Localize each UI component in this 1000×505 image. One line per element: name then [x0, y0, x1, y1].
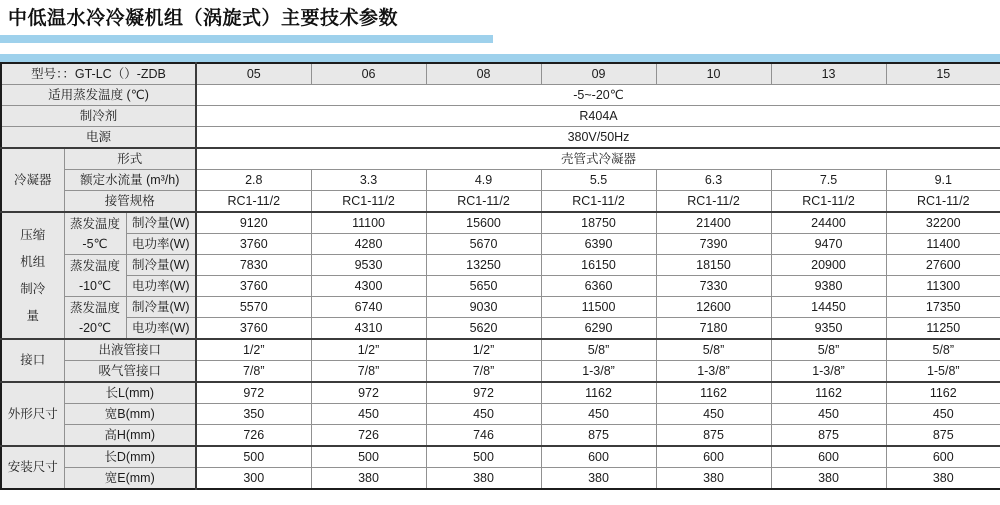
table-row — [1, 212, 1000, 234]
value-cell: RC1-11/2 — [886, 191, 1000, 213]
label-cell: 制冷量(W) — [126, 212, 196, 234]
label-cell: 压缩 机组 制冷 量 — [1, 212, 64, 339]
value-cell: 13250 — [426, 255, 541, 276]
value-cell: 3760 — [196, 276, 311, 297]
value-cell: 壳管式冷凝器 — [196, 148, 1000, 170]
value-cell: 450 — [426, 404, 541, 425]
value-cell: 380 — [656, 468, 771, 490]
value-cell: 9470 — [771, 234, 886, 255]
value-cell: 380 — [311, 468, 426, 490]
value-cell: 9350 — [771, 318, 886, 340]
value-cell: 450 — [541, 404, 656, 425]
table-row — [1, 127, 1000, 149]
label-cell: 形式 — [64, 148, 196, 170]
value-cell: 27600 — [886, 255, 1000, 276]
label-cell: 外形尺寸 — [1, 382, 64, 446]
value-cell: 380V/50Hz — [196, 127, 1000, 149]
label-cell: 长D(mm) — [64, 446, 196, 468]
value-cell: 5650 — [426, 276, 541, 297]
label-cell: 接管规格 — [64, 191, 196, 213]
value-cell: 875 — [886, 425, 1000, 447]
value-cell: 11300 — [886, 276, 1000, 297]
value-cell: RC1-11/2 — [771, 191, 886, 213]
value-cell: 7/8” — [196, 361, 311, 383]
table-row — [1, 170, 1000, 191]
value-cell: 380 — [541, 468, 656, 490]
model-header-cell: 13 — [771, 63, 886, 85]
table-row — [1, 85, 1000, 106]
value-cell: 5570 — [196, 297, 311, 318]
value-cell: 6360 — [541, 276, 656, 297]
table-row — [1, 148, 1000, 170]
table-row — [1, 446, 1000, 468]
value-cell: 9380 — [771, 276, 886, 297]
table-row — [1, 297, 1000, 318]
label-cell: 电源 — [1, 127, 196, 149]
value-cell: 9120 — [196, 212, 311, 234]
value-cell: 2.8 — [196, 170, 311, 191]
value-cell: 1-3/8” — [771, 361, 886, 383]
value-cell: 380 — [771, 468, 886, 490]
label-cell: 制冷剂 — [1, 106, 196, 127]
value-cell: 7830 — [196, 255, 311, 276]
value-cell: 12600 — [656, 297, 771, 318]
value-cell: 450 — [886, 404, 1000, 425]
label-cell: 安装尺寸 — [1, 446, 64, 489]
value-cell: 7180 — [656, 318, 771, 340]
value-cell: 6740 — [311, 297, 426, 318]
value-cell: 6390 — [541, 234, 656, 255]
label-cell: 电功率(W) — [126, 234, 196, 255]
label-cell: 宽B(mm) — [64, 404, 196, 425]
spec-table-body — [1, 63, 1000, 489]
value-cell: 7390 — [656, 234, 771, 255]
value-cell: 6290 — [541, 318, 656, 340]
label-cell: 蒸发温度 -5℃ — [64, 212, 126, 255]
table-row — [1, 425, 1000, 447]
value-cell: 380 — [886, 468, 1000, 490]
accent-bar-title — [0, 35, 493, 43]
value-cell: 1/2” — [196, 339, 311, 361]
label-cell: 蒸发温度 -10℃ — [64, 255, 126, 297]
value-cell: 726 — [196, 425, 311, 447]
label-cell: 电功率(W) — [126, 276, 196, 297]
model-header-cell: 05 — [196, 63, 311, 85]
value-cell: 746 — [426, 425, 541, 447]
value-cell: 7.5 — [771, 170, 886, 191]
value-cell: 600 — [541, 446, 656, 468]
page-title: 中低温水冷冷凝机组（涡旋式）主要技术参数 — [8, 8, 399, 29]
value-cell: 500 — [426, 446, 541, 468]
value-cell: 11400 — [886, 234, 1000, 255]
value-cell: 9530 — [311, 255, 426, 276]
label-cell: 适用蒸发温度 (℃) — [1, 85, 196, 106]
table-row — [1, 106, 1000, 127]
model-header-cell: 06 — [311, 63, 426, 85]
label-cell: 吸气管接口 — [64, 361, 196, 383]
value-cell: 14450 — [771, 297, 886, 318]
label-cell: 接口 — [1, 339, 64, 382]
accent-bar-table-top — [0, 54, 1000, 62]
table-row — [1, 404, 1000, 425]
value-cell: RC1-11/2 — [196, 191, 311, 213]
value-cell: 18750 — [541, 212, 656, 234]
value-cell: RC1-11/2 — [656, 191, 771, 213]
label-cell: 长L(mm) — [64, 382, 196, 404]
value-cell: 300 — [196, 468, 311, 490]
table-row — [1, 361, 1000, 383]
value-cell: 1/2” — [426, 339, 541, 361]
value-cell: 4280 — [311, 234, 426, 255]
value-cell: 600 — [886, 446, 1000, 468]
value-cell: RC1-11/2 — [311, 191, 426, 213]
label-cell: 蒸发温度 -20℃ — [64, 297, 126, 340]
value-cell: 1162 — [771, 382, 886, 404]
value-cell: 20900 — [771, 255, 886, 276]
value-cell: 7/8” — [311, 361, 426, 383]
value-cell: 875 — [541, 425, 656, 447]
value-cell: 5/8” — [541, 339, 656, 361]
value-cell: 15600 — [426, 212, 541, 234]
value-cell: 500 — [311, 446, 426, 468]
spec-table — [0, 62, 1000, 490]
value-cell: 3760 — [196, 318, 311, 340]
value-cell: 1162 — [886, 382, 1000, 404]
value-cell: 32200 — [886, 212, 1000, 234]
value-cell: 5.5 — [541, 170, 656, 191]
value-cell: 3760 — [196, 234, 311, 255]
value-cell: 7330 — [656, 276, 771, 297]
table-row — [1, 339, 1000, 361]
value-cell: 450 — [771, 404, 886, 425]
value-cell: 17350 — [886, 297, 1000, 318]
value-cell: 5/8” — [656, 339, 771, 361]
model-header-cell: 15 — [886, 63, 1000, 85]
value-cell: -5~-20℃ — [196, 85, 1000, 106]
value-cell: 875 — [771, 425, 886, 447]
label-cell: 额定水流量 (m³/h) — [64, 170, 196, 191]
value-cell: 11100 — [311, 212, 426, 234]
value-cell: 1/2” — [311, 339, 426, 361]
label-cell: 出液管接口 — [64, 339, 196, 361]
value-cell: 11250 — [886, 318, 1000, 340]
value-cell: 18150 — [656, 255, 771, 276]
value-cell: 972 — [196, 382, 311, 404]
value-cell: 4310 — [311, 318, 426, 340]
value-cell: 350 — [196, 404, 311, 425]
value-cell: 9.1 — [886, 170, 1000, 191]
value-cell: 600 — [771, 446, 886, 468]
value-cell: 21400 — [656, 212, 771, 234]
label-cell: 高H(mm) — [64, 425, 196, 447]
value-cell: 1-5/8” — [886, 361, 1000, 383]
value-cell: 1162 — [656, 382, 771, 404]
value-cell: 972 — [426, 382, 541, 404]
value-cell: 5620 — [426, 318, 541, 340]
model-header-cell: 10 — [656, 63, 771, 85]
value-cell: 450 — [656, 404, 771, 425]
label-cell: 制冷量(W) — [126, 297, 196, 318]
table-row — [1, 468, 1000, 490]
value-cell: 6.3 — [656, 170, 771, 191]
value-cell: 500 — [196, 446, 311, 468]
table-row — [1, 191, 1000, 213]
value-cell: 4.9 — [426, 170, 541, 191]
table-row — [1, 382, 1000, 404]
table-row — [1, 234, 1000, 255]
value-cell: 5670 — [426, 234, 541, 255]
value-cell: 380 — [426, 468, 541, 490]
label-cell: 宽E(mm) — [64, 468, 196, 490]
value-cell: 11500 — [541, 297, 656, 318]
value-cell: 1162 — [541, 382, 656, 404]
table-row — [1, 318, 1000, 340]
value-cell: 16150 — [541, 255, 656, 276]
value-cell: 9030 — [426, 297, 541, 318]
model-header-cell: 08 — [426, 63, 541, 85]
model-header-cell: 09 — [541, 63, 656, 85]
label-cell: 电功率(W) — [126, 318, 196, 340]
table-row — [1, 255, 1000, 276]
value-cell: 5/8” — [886, 339, 1000, 361]
label-cell: 冷凝器 — [1, 148, 64, 212]
value-cell: 600 — [656, 446, 771, 468]
value-cell: 972 — [311, 382, 426, 404]
value-cell: 24400 — [771, 212, 886, 234]
table-row — [1, 276, 1000, 297]
value-cell: 3.3 — [311, 170, 426, 191]
value-cell: 7/8” — [426, 361, 541, 383]
value-cell: RC1-11/2 — [541, 191, 656, 213]
table-header-row — [1, 63, 1000, 85]
value-cell: 450 — [311, 404, 426, 425]
value-cell: 875 — [656, 425, 771, 447]
value-cell: 1-3/8” — [541, 361, 656, 383]
value-cell: 4300 — [311, 276, 426, 297]
value-cell: 1-3/8” — [656, 361, 771, 383]
value-cell: 5/8” — [771, 339, 886, 361]
label-cell: 制冷量(W) — [126, 255, 196, 276]
value-cell: R404A — [196, 106, 1000, 127]
value-cell: 726 — [311, 425, 426, 447]
value-cell: RC1-11/2 — [426, 191, 541, 213]
model-label-cell: 型号：：GT-LC（）-ZDB — [1, 63, 196, 85]
